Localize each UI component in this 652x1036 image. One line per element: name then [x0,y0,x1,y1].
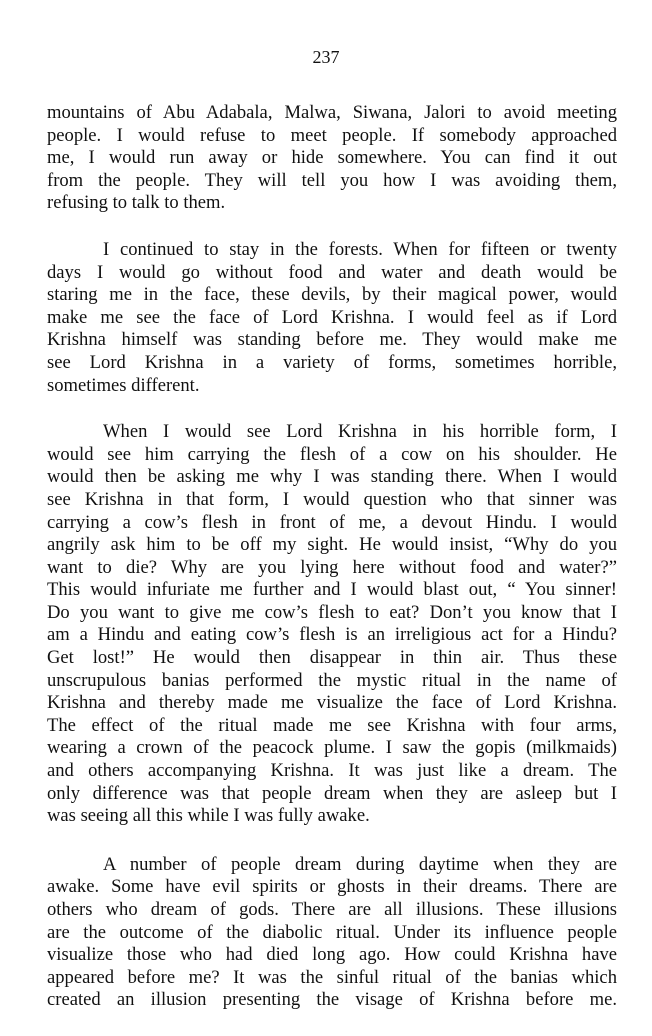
text-line: visualize those who had died long ago. How could Krishna have [47,944,617,966]
text-line: days I would go without food and water and death would be [47,261,617,283]
text-line: are the outcome of the diabolic ritual. Under its influence people [47,921,617,943]
text-line: unscrupulous banias performed the mystic ritual in the name of [47,669,617,691]
text-line: When I would see Lord Krishna in his horrible form, I [103,421,617,443]
text-line: mountains of Abu Adabala, Malwa, Siwana, Jalori to avoid meeting [47,102,617,123]
paragraph-1 [47,102,617,215]
text-line: only difference was that people dream when they are asleep but I [47,782,617,804]
text-line: would see him carrying the flesh of a cow on his shoulder. He [47,443,617,465]
text-line: see Lord Krishna in a variety of forms, sometimes horrible, [47,351,617,373]
text-line: appeared before me? It was the sinful ritual of the banias which [47,966,617,988]
body-text [47,102,617,1036]
text-line: Get lost!” He would then disappear in thin air. Thus these [47,647,617,669]
text-line: refusing to talk to them. [47,192,226,214]
text-line: from the people. They will tell you how I was avoiding them, [47,169,617,191]
text-line: was seeing all this while I was fully awake. [47,805,370,827]
text-line: A number of people dream during daytime when they are [103,853,617,875]
text-line: carrying a cow’s flesh in front of me, a devout Hindu. I would [47,511,617,533]
text-line: me, I would run away or hide somewhere. You can find it out [47,147,617,169]
text-line: Krishna himself was standing before me. They would make me [47,329,617,351]
text-line: people. I would refuse to meet people. If somebody approached [47,124,617,146]
paragraph-4 [47,854,617,1012]
text-line: Do you want to give me cow’s flesh to eat? Don’t you know that I [47,601,617,623]
text-line: angrily ask him to be off my sight. He would insist, “Why do you [47,534,617,556]
text-line: want to die? Why are you lying here without food and water?” [47,556,617,578]
text-line: see Krishna in that form, I would question who that sinner was [47,488,617,510]
text-line: make me see the face of Lord Krishna. I would feel as if Lord [47,306,617,328]
paragraph-2 [47,239,617,397]
text-line: sometimes different. [47,374,200,396]
text-line: and others accompanying Krishna. It was just like a dream. The [47,760,617,782]
text-line: would then be asking me why I was standing there. When I would [47,466,617,488]
text-line: created an illusion presenting the visage of Krishna before me. [47,989,617,1011]
text-line: others who dream of gods. There are all illusions. These illusions [47,899,617,920]
text-line: awake. Some have evil spirits or ghosts in their dreams. There are [47,876,617,898]
text-line: The effect of the ritual made me see Krishna with four arms, [47,714,617,736]
text-line: This would infuriate me further and I would blast out, “ You sinner! [47,579,617,601]
text-line: Krishna and thereby made me visualize the face of Lord Krishna. [47,692,617,714]
text-line: am a Hindu and eating cow’s flesh is an irreligious act for a Hindu? [47,624,617,646]
text-line: I continued to stay in the forests. When for fifteen or twenty [103,238,617,260]
paragraph-3 [47,421,617,828]
text-line: wearing a crown of the peacock plume. I saw the gopis (milkmaids) [47,737,617,759]
text-line: staring me in the face, these devils, by their magical power, would [47,284,617,306]
page-number: 237 [312,47,340,67]
